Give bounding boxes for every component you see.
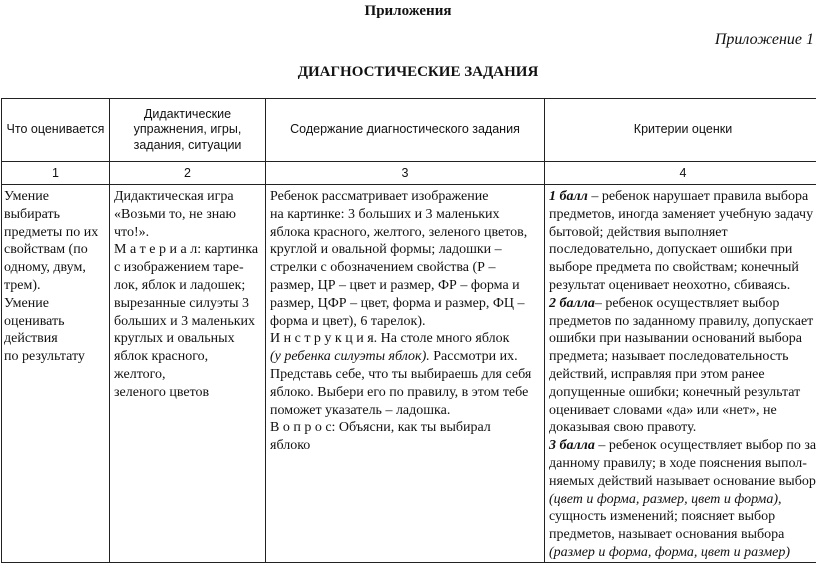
score-3-label: 3 балла (549, 438, 595, 454)
text-span: – ребенок осуществляет выбор (594, 295, 780, 311)
text-line: Дидактическая игра (114, 189, 234, 204)
text-span: – ребенок осуществляет выбор по за (594, 438, 816, 454)
text-line: действий, исправляя при этом ранее (549, 366, 765, 382)
cell-criteria (545, 185, 816, 563)
italic-line: (размер и форма, форма, цвет и размер) (549, 544, 791, 560)
text-line: на картинке: 3 больших и 3 маленьких (270, 206, 500, 222)
text-line: бытовой; действия выполняет (549, 224, 728, 240)
table-header-row (2, 99, 816, 162)
text-line: трем). (4, 277, 41, 293)
text-line: доказывая свою правоту. (549, 420, 697, 436)
cell-skills (2, 185, 110, 563)
table-number-row (2, 162, 816, 185)
text-line: круглой и овальной формы; ладошки – (270, 242, 502, 258)
material-label: М а т е р и а л (114, 242, 198, 258)
text-line: лок, яблок и ладошек; (114, 277, 246, 293)
score-1-line (549, 188, 816, 206)
page-title: Приложения (364, 3, 452, 19)
text-line: вырезанные силуэты 3 (114, 295, 249, 311)
question-label: В о п р о с (270, 420, 332, 436)
text-line: что!». (114, 224, 150, 240)
text-line: Умение (4, 295, 49, 311)
text-line: круглых и овальных (114, 331, 235, 347)
text-line: размер, ЦР – цвет и размер, ФР – форма и (270, 277, 520, 293)
text-span: : Объясни, как ты выбирал (331, 420, 491, 436)
text-line: няемых действий называет основание выбор (549, 473, 816, 489)
text-line: поможет указатель – ладошка. (270, 402, 451, 418)
instruction-label: И н с т р у к ц и я (270, 331, 374, 347)
text-line: форма и цвет), 6 тарелок). (270, 313, 426, 329)
text-line: с изображением таре- (114, 260, 244, 276)
cell-task-content (266, 185, 545, 563)
column-number: 1 (2, 162, 110, 185)
text-line: больших и 3 маленьких (114, 313, 256, 329)
text-span: . На столе много яблок (373, 331, 510, 347)
text-span: , (778, 491, 782, 507)
text-line: результат оценивает неохотно, сбиваясь. (549, 277, 791, 293)
text-line: яблока красного, желтого, зеленого цветов, (270, 224, 528, 240)
column-number: 4 (545, 162, 816, 185)
cell-game (110, 185, 266, 563)
text-line: Ребенок рассматривает изображение (270, 189, 489, 204)
header-cell-what-assessed: Что оцениваетcя (2, 99, 110, 162)
diagnostic-table (1, 98, 816, 563)
text-line: яблоко (270, 438, 311, 454)
text-line: яблок красного, желтого, (114, 349, 209, 382)
text-line: предметов, иногда заменяет учебную задачу (549, 206, 814, 222)
text-line: действия (4, 331, 58, 347)
instruction-line (270, 330, 540, 348)
material-line (114, 241, 261, 259)
text-line: зеленого цветов (114, 384, 210, 400)
text-line: Умение (4, 189, 49, 204)
text-line: выбирать (4, 206, 60, 222)
text-line: допущенные ошибки; конечный результат (549, 384, 801, 400)
text-line: стрелки с обозначением свойства (Р – (270, 260, 496, 276)
italic-note: (цвет и форма, размер, цвет и форма) (549, 491, 779, 507)
score-2-line (549, 295, 816, 313)
question-line (270, 419, 540, 437)
column-number: 2 (110, 162, 266, 185)
appendix-label: Приложение 1 (714, 31, 814, 48)
header-cell-content: Содержание диагностического задания (266, 99, 545, 162)
text-line: предметов, называет основания выбора (549, 527, 785, 543)
text-line: яблоко. Выбери его по правилу, в этом тебе (270, 384, 529, 400)
header-cell-exercises: Дидактические упражнения, игры, задания, ситуации (110, 99, 266, 162)
text-line: данному правилу; в ходе пояснения выпол- (549, 455, 807, 471)
text-line: Представь себе, что ты выбираешь для себя (270, 366, 532, 382)
italic-line (549, 491, 816, 509)
text-span: – ребенок нарушает правила выбора (587, 189, 809, 204)
text-span: : картинка (197, 242, 259, 258)
text-line: предмета; называет последовательность (549, 349, 789, 365)
text-line: свойствам (по (4, 242, 88, 258)
score-3-line (549, 437, 816, 455)
text-span: Рассмотри их. (429, 349, 518, 365)
instruction-line-2 (270, 348, 540, 366)
text-line: предметов по заданному правилу, допускает (549, 313, 814, 329)
text-line: размер, ЦФР – цвет, форма и размер, ФЦ – (270, 295, 525, 311)
score-1-label: 1 балл (549, 189, 588, 204)
text-line: последовательно, допускает ошибки при (549, 242, 793, 258)
text-line: одному, двум, (4, 260, 86, 276)
document-subtitle: ДИАГНОСТИЧЕСКИЕ ЗАДАНИЯ (297, 64, 539, 80)
text-line: предметы по их (4, 224, 99, 240)
score-2-label: 2 балла (549, 295, 595, 311)
text-line: ошибки при назывании оснований выбора (549, 331, 802, 347)
text-line: оценивает словами «да» или «нет», не (549, 402, 777, 418)
text-line: сущность изменений; поясняет выбор (549, 509, 776, 525)
text-line: выборе предмета по свойствам; конечный (549, 260, 799, 276)
text-line: по результату (4, 349, 85, 365)
table-row (2, 185, 816, 563)
column-number: 3 (266, 162, 545, 185)
text-line: «Возьми то, не знаю (114, 206, 236, 222)
italic-note: (у ребенка силуэты яблок). (270, 349, 430, 365)
text-line: оценивать (4, 313, 65, 329)
header-cell-criteria: Критерии оценки (545, 99, 816, 162)
